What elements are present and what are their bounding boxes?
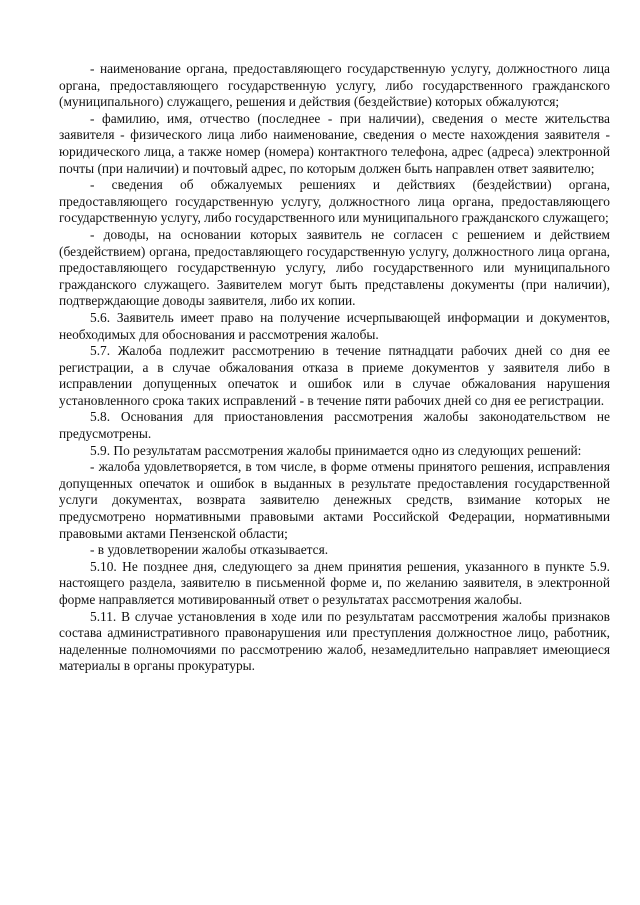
paragraph-complaint-satisfied: - жалоба удовлетворяется, в том числе, в форме отмены принятого решения, исправления допущенных опечаток и ошибок в выданных в результате предоставления государственной услуги документах, возврата заявителю денежных средств, взимание которых не предусмотрено нормативными правовыми актами Российской Федерации, нормативными правовыми актами Пензенской области; [59, 459, 610, 541]
paragraph-complaint-rejected: - в удовлетворении жалобы отказывается. [90, 542, 329, 558]
paragraph-arguments: - доводы, на основании которых заявитель не согласен с решением и действием (бездействием) органа, предоставляющего государственную услугу, должностного лица органа, предоставляющего государственную услугу, либо государственного или муниципального гражданского служащего. Заявителем могут быть представлены документы (при наличии), подтверждающие доводы заявителя, либо их копии. [59, 226, 610, 309]
paragraph-5-11: 5.11. В случае установления в ходе или по результатам рассмотрения жалобы признаков состава административного правонарушения или преступления должностное лицо, работник, наделенные полномочиями по рассмотрению жалоб, незамедлительно направляет имеющиеся материалы в органы прокуратуры. [59, 608, 610, 674]
paragraph-5-6: 5.6. Заявитель имеет право на получение исчерпывающей информации и документов, необходимых для обоснования и рассмотрения жалобы. [59, 309, 610, 342]
paragraph-5-10: 5.10. Не позднее дня, следующего за днем принятия решения, указанного в пункте 5.9. настоящего раздела, заявителю в письменной форме и, по желанию заявителя, в электронной форме направляется мотивированный ответ о результатах рассмотрения жалобы. [59, 558, 610, 607]
paragraph-5-7: 5.7. Жалоба подлежит рассмотрению в течение пятнадцати рабочих дней со дня ее регистрации, а в случае обжалования отказа в приеме документов у заявителя либо в исправлении допущенных опечаток и ошибок или в случае обжалования нарушения установленного срока таких исправлений - в течение пяти рабочих дней со дня ее регистрации. [59, 343, 610, 408]
paragraph-5-8: 5.8. Основания для приостановления рассмотрения жалобы законодательством не предусмотрены. [59, 409, 610, 442]
paragraph-applicant-details: - фамилию, имя, отчество (последнее - при наличии), сведения о месте жительства заявителя - физического лица либо наименование, сведения о месте нахождения заявителя - юридического лица, а также номер (номера) контактного телефона, адрес (адреса) электронной почты (при наличии) и почтовый адрес, по которым должен быть направлен ответ заявителю; [59, 110, 610, 176]
document-page [59, 61, 610, 675]
paragraph-complaint-body-name: - наименование органа, предоставляющего государственную услугу, должностного лица органа, предоставляющего государственную услугу, либо государственного гражданского (муниципального) служащего, решения и действия (бездействие) которых обжалуются; [59, 61, 610, 110]
paragraph-5-9: 5.9. По результатам рассмотрения жалобы принимается одно из следующих решений: [90, 442, 582, 458]
paragraph-appealed-decisions: - сведения об обжалуемых решениях и действиях (бездействии) органа, предоставляющего государственную услугу, должностного лица органа, предоставляющего государственную услугу, либо государственного или муниципального гражданского служащего; [59, 177, 610, 226]
